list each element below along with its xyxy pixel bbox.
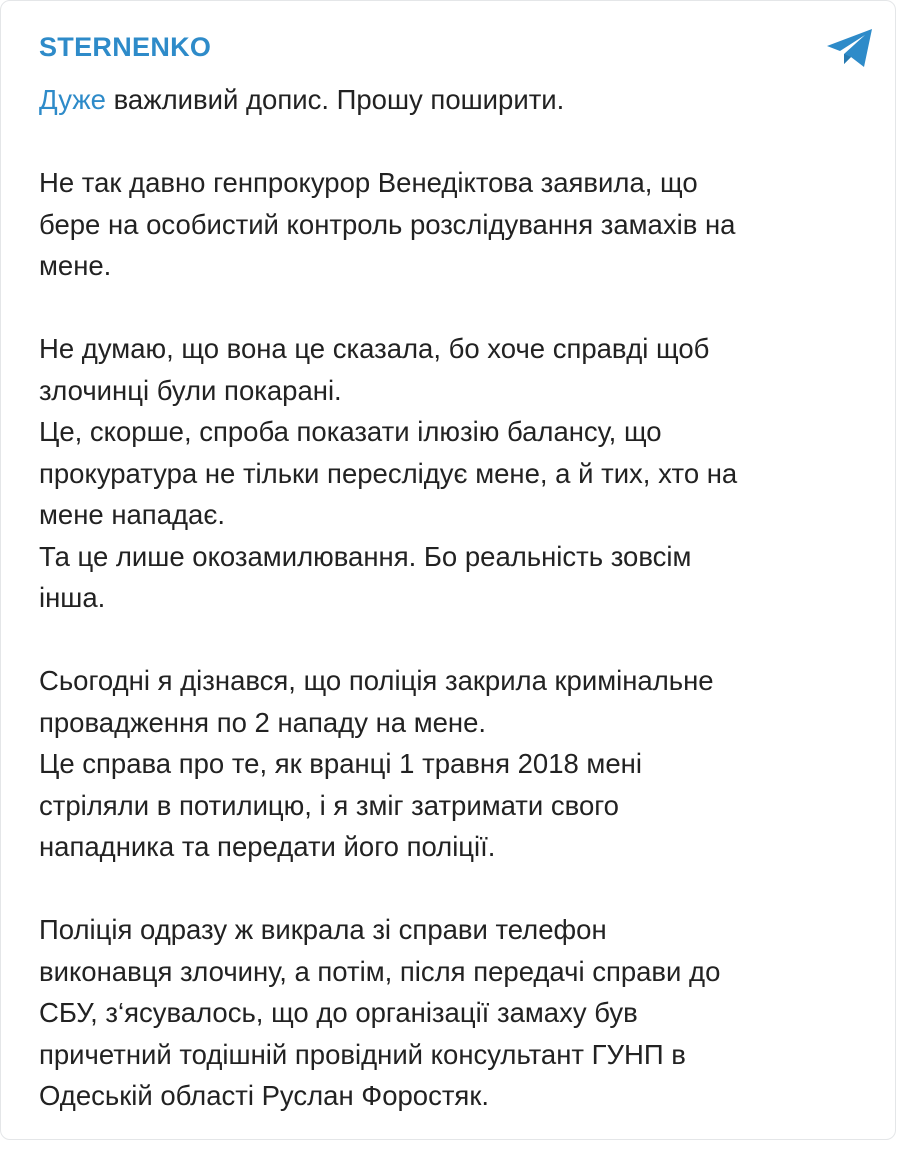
intro-link-word[interactable]: Дуже	[39, 84, 106, 115]
telegram-paper-plane-icon[interactable]	[825, 27, 875, 69]
post-paragraph	[39, 909, 879, 1117]
text-line: нападника та передати його поліції.	[39, 831, 496, 862]
text-line: мене нападає.	[39, 499, 226, 530]
text-line: СБУ, з‘ясувалось, що до організації замаху був	[39, 997, 638, 1028]
text-line: провадження по 2 нападу на мене.	[39, 706, 487, 738]
text-line: Не так давно генпрокурор Венедіктова заявила, що	[39, 167, 698, 198]
text-line: Сьогодні я дізнався, що поліція закрила кримінальне	[39, 665, 714, 696]
text-line: Одеській області Руслан Форостяк.	[39, 1080, 489, 1111]
channel-name-link[interactable]: STERNENKO	[39, 32, 212, 62]
text-line: злочинці були покарані.	[39, 374, 342, 406]
post-paragraph	[39, 162, 879, 287]
text-line: Не думаю, що вона це сказала, бо хоче справді щоб	[39, 333, 710, 364]
text-line: мене.	[39, 250, 112, 281]
text-line: стріляли в потилицю, і я зміг затримати свого	[39, 789, 619, 821]
text-line: прокуратура не тільки переслідує мене, а й тих, хто на	[39, 457, 738, 489]
text-line: Поліція одразу ж викрала зі справи телефон	[39, 914, 607, 945]
text-line: Це справа про те, як вранці 1 травня 2018 мені	[39, 748, 642, 779]
text-line: виконавця злочину, а потім, після передачі справи до	[39, 955, 721, 987]
post-paragraph	[39, 660, 879, 868]
text-line: бере на особистий контроль розслідування замахів на	[39, 208, 736, 240]
text-line: інша.	[39, 582, 106, 613]
text-line: Та це лише окозамилювання. Бо реальність зовсім	[39, 540, 692, 572]
post-paragraph	[39, 328, 879, 619]
text-line: причетний тодішній провідний консультант ГУНП в	[39, 1038, 686, 1070]
post-header	[39, 27, 875, 67]
text-line: Це, скорше, спроба показати ілюзію балансу, що	[39, 416, 662, 447]
post-message	[39, 79, 879, 1158]
post-intro	[39, 79, 879, 121]
intro-text: важливий допис. Прошу поширити.	[105, 84, 565, 115]
